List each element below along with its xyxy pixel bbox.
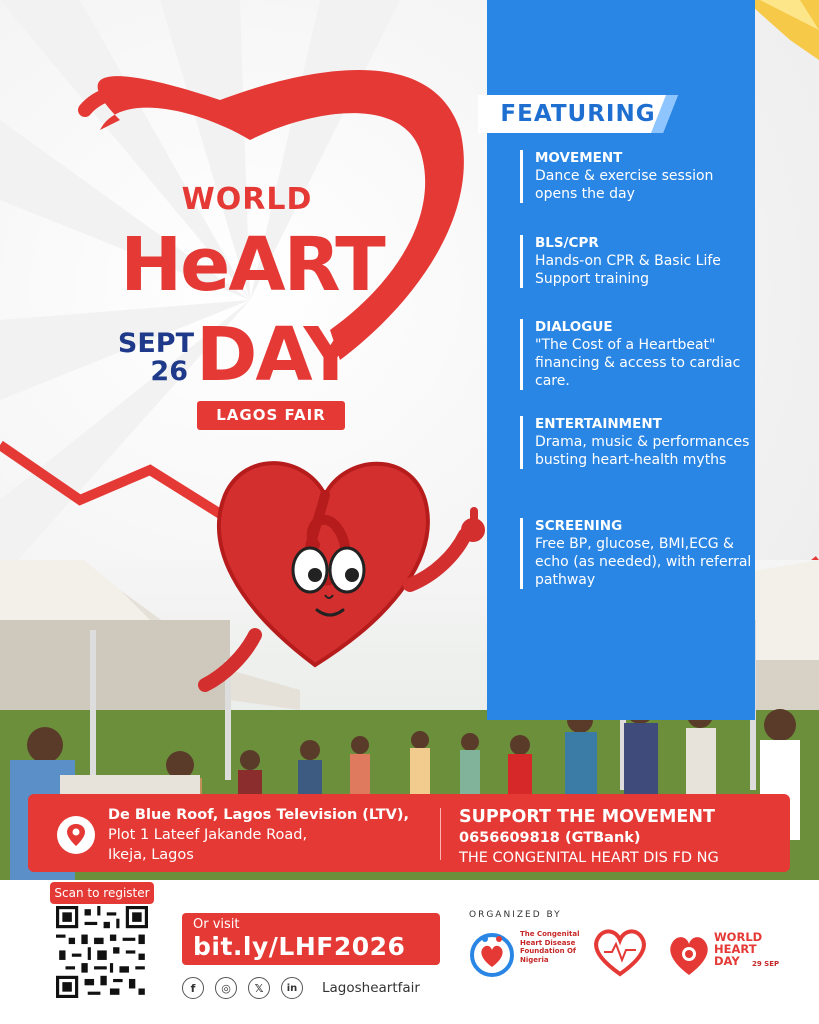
feature-heading: MOVEMENT bbox=[535, 150, 623, 166]
or-visit-label: Or visit bbox=[193, 917, 240, 932]
feature-desc: "The Cost of a Heartbeat" financing & access to cardiac care. bbox=[535, 337, 741, 389]
feature-desc: Drama, music & performances busting heart-health myths bbox=[535, 434, 750, 468]
whd-date: 29 SEP bbox=[752, 960, 780, 968]
venue-address bbox=[108, 805, 438, 865]
feature-bls-cpr bbox=[520, 235, 760, 288]
address-line: Ikeja, Lagos bbox=[108, 847, 194, 863]
date-month: SEPT bbox=[117, 328, 194, 359]
support-account-name: THE CONGENITAL HEART DIS FD NG bbox=[459, 850, 719, 866]
title-day: DAY bbox=[196, 312, 356, 398]
location-pin-icon bbox=[56, 815, 96, 855]
feature-desc: Free BP, glucose, BMI,ECG & echo (as needed), with referral pathway bbox=[535, 536, 752, 588]
featuring-label: FEATURING bbox=[500, 101, 656, 127]
register-link[interactable]: bit.ly/LHF2026 bbox=[193, 932, 406, 961]
address-line: De Blue Roof, Lagos Television (LTV), bbox=[108, 807, 410, 823]
feature-heading: DIALOGUE bbox=[535, 319, 613, 335]
feature-desc: Hands-on CPR & Basic Life Support training bbox=[535, 253, 721, 287]
date-day: 26 bbox=[150, 356, 188, 387]
info-divider bbox=[440, 808, 441, 860]
feature-entertainment bbox=[520, 416, 760, 469]
whd-line: HEART bbox=[714, 942, 757, 956]
title-heart: HeART bbox=[120, 222, 384, 308]
support-block bbox=[459, 806, 789, 868]
org1-name: The Congenital Heart Disease Foundation Of Nigeria bbox=[520, 930, 580, 964]
feature-desc: Dance & exercise session opens the day bbox=[535, 168, 714, 202]
feature-heading: ENTERTAINMENT bbox=[535, 416, 662, 432]
whd-line: WORLD bbox=[714, 930, 763, 944]
support-account: 0656609818 (GTBank) bbox=[459, 830, 641, 846]
feature-movement bbox=[520, 150, 760, 203]
x-icon[interactable]: 𝕏 bbox=[248, 977, 270, 999]
feature-screening bbox=[520, 518, 760, 589]
qr-code[interactable] bbox=[56, 906, 148, 998]
whd-line: DAY bbox=[714, 954, 740, 968]
facebook-icon[interactable]: f bbox=[182, 977, 204, 999]
organized-by-label: ORGANIZED BY bbox=[469, 910, 562, 920]
instagram-icon[interactable]: ◎ bbox=[215, 977, 237, 999]
cardiac-logo bbox=[590, 924, 650, 980]
linkedin-icon[interactable]: in bbox=[281, 977, 303, 999]
venue-badge: LAGOS FAIR bbox=[197, 401, 345, 430]
scan-label: Scan to register bbox=[50, 882, 154, 904]
feature-heading: SCREENING bbox=[535, 518, 623, 534]
heart-mascot bbox=[195, 435, 495, 695]
feature-heading: BLS/CPR bbox=[535, 235, 599, 251]
social-handle[interactable]: Lagosheartfair bbox=[322, 980, 420, 996]
support-title: SUPPORT THE MOVEMENT bbox=[459, 807, 715, 827]
feature-dialogue bbox=[520, 319, 760, 390]
title-world: WORLD bbox=[181, 182, 313, 217]
address-line: Plot 1 Lateef Jakande Road, bbox=[108, 827, 308, 843]
